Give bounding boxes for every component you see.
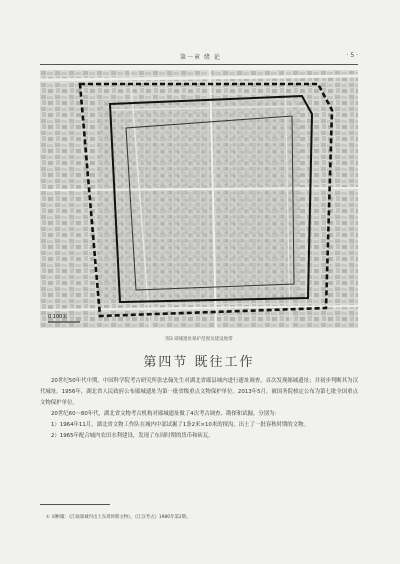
site-map-graphic [40,70,358,328]
paragraph: 2）1965年配合城内农田水利建设，发现了东周时期的货币和砖瓦。 [51,433,214,439]
page-number: · 5 · [346,52,358,59]
paragraph: 1）1964年11月，湖北省文物工作队在城内中部试掘了1条2米×10米的探沟，出土了一批春秋时期的文物。 [51,422,309,428]
section-title: 第四节 既往工作 [143,355,255,370]
site-map-figure [40,70,358,328]
running-header [40,52,358,62]
chapter-title: 第一章 绪 论 [180,54,221,61]
footnote: ① 刘彬徽：《江陵郧城内出土东周时期文物》，《江汉考古》1980年第2期。 [46,515,191,520]
figure-caption: 图3 郧城遗址保护范围及建设地带 [165,337,233,342]
scale-label: 0 100米 [48,314,68,320]
paragraph: 20世纪50年代中期，中国科学院考古研究所张忠翰先生对湖北省郧县城内进行遗址调查，首次发现郧城遗址；并初步判断其为汉代城址。1956年，湖北省人民政府公布郧城遗址为第一批省级重点文物保护单位。2013年5月，被国务院核定公布为第七批全国重点文物保护单位。 [40,378,358,406]
paragraph: 20世纪60～80年代，湖北省文物考古机构对郧城遗址做了4次考古调查、勘探和试掘。分别为： [51,411,280,417]
header-rule [40,64,358,65]
body-text [40,376,358,442]
footnote-rule [40,504,110,505]
